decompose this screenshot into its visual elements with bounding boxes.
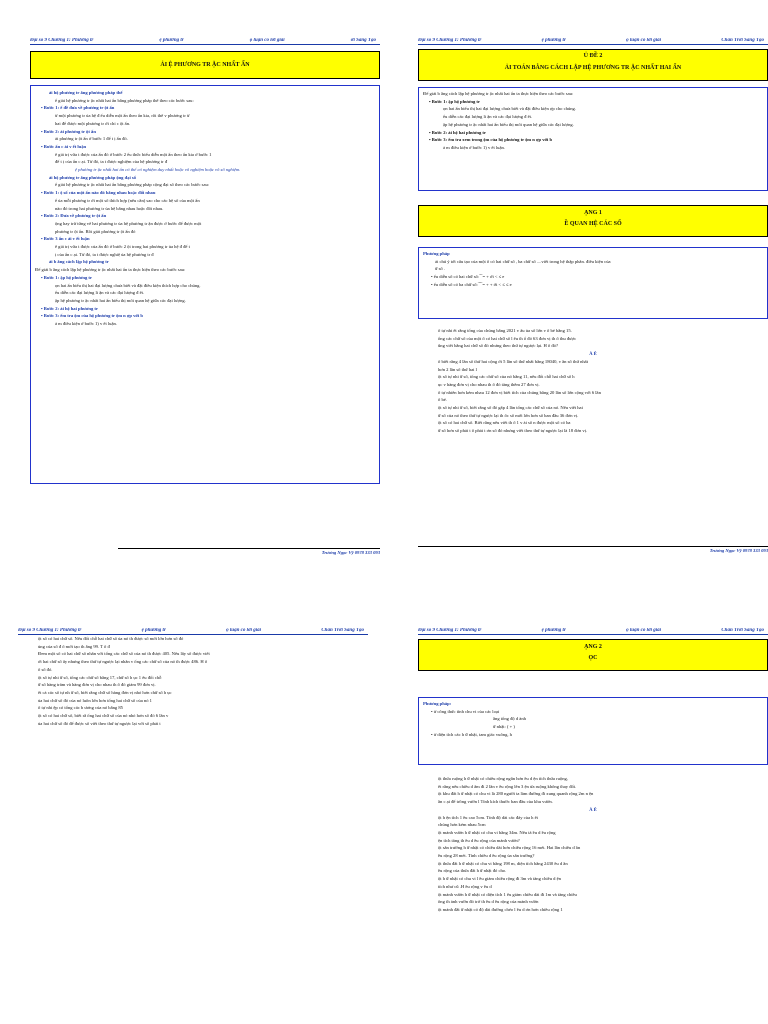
dang-2-label: ẠNG 2 <box>584 644 602 650</box>
method-label: Phương pháp <box>423 251 450 256</box>
dang-1-banner <box>418 205 768 237</box>
dang-1-label: ẠNG 1 <box>584 210 602 216</box>
header-type: ọ luận có lời giải <box>249 38 285 43</box>
text-line: ố tự nhiên hơn kém nhau 12 đơn vị biết tích của chúng bằng 20 lần số lớn cộng với 6 lần <box>438 389 601 395</box>
text-line: ải hệ phương tr ằng phương pháp ộng đại số <box>49 174 136 180</box>
page-1-lines <box>35 89 375 328</box>
text-line: ữ số hơn số phải t ố phải t ơn số đó nhưng viết theo thứ tự ngược lại là 18 đơn vị. <box>438 428 588 434</box>
text-line: À Ễ <box>589 806 597 812</box>
text-line: ố số đó. <box>38 666 53 672</box>
topic-title: ẢI TOÁN BẰNG CÁCH LẬP HỆ PHƯƠNG TR ẶC NHẤT HAI ẨN <box>504 65 682 71</box>
text-line: ột số tự nhi ữ số, tổng các chữ số bằng 17, chữ số h ục 1 ếu đổi chỗ <box>38 674 162 680</box>
text-line: tích như cũ .H ều rộng v ều d <box>438 883 492 889</box>
text-line: ột mảnh vườn h ữ nhật có chu vi bằng 34m. Nếu tă ều d ều rộng <box>438 829 556 835</box>
text-line: • Bước 1: ập hệ phương tr <box>429 98 481 104</box>
text-line: • Bước 2: ải hệ hai phương tr <box>41 305 99 311</box>
text-line: ố tự nhi ết rằng tổng của chúng bằng 2021 v ấu ủa số lớn v ố bé bằng 15. <box>438 328 572 333</box>
header-series: Chân Trời Sáng Tạo <box>321 628 364 633</box>
text-line: À Ễ <box>589 351 597 357</box>
text-line: ểu diễn các đại lượng li ận và các đại lượng đ ết. <box>443 114 533 120</box>
text-line: ột thửa đất h ữ nhật có chu vi bằng 198 m, diện tích bằng 2430 ều d ần <box>438 860 568 866</box>
text-line: • Bước 2: ải hệ hai phương tr <box>429 129 487 135</box>
text-line: Đem một số có hai chữ số nhân với tổng các chữ số của nó th được 405. Nếu lấy số được viết <box>38 651 210 657</box>
text-line: ị của ẩn c ại. Từ đó, ta t được nghiệ ủa hệ phương tr đ <box>55 251 154 257</box>
text-line: ữ nhật: ( + ) <box>493 724 515 730</box>
text-line: hai để được một phương tr ới chỉ c ột ẩn. <box>55 120 131 126</box>
text-line: ết cả các số tự nh ữ số, biết rằng chữ số hàng đơn vị nhỏ hơn chữ số h ục <box>38 689 172 695</box>
text-line: ả m điều kiện ở bước 1) v ết luận. <box>55 321 117 327</box>
text-line: ập hệ phương tr ặc nhất hai ẩn biểu thị mối quan hệ giữa các đại lượng. <box>443 121 574 127</box>
text-line: • Bước 3: ểm tra ệm của hệ phương tr ệm n ợp với b <box>41 313 143 319</box>
text-line: ột số tự nhi ữ số, tổng các chữ số của nó bằng 11, nếu đổi chỗ hai chữ số h <box>438 374 575 380</box>
text-line: ố tự nhi ệp có tổng các b ương của nó bằng 85 <box>38 705 123 711</box>
text-line: ải hệ phương tr ằng phương pháp thế <box>49 90 123 95</box>
text-line: ải phương tr ột ẩn ở bước 1 để t ị ẩn đó. <box>55 136 128 142</box>
text-line: Để giải b ằng cách lập hệ phương tr ặc nhất hai ẩn ta thực hiện theo các bước sau: <box>423 91 574 96</box>
text-line: ố bé. <box>438 397 447 403</box>
dang-2-title: ỌC <box>588 655 598 661</box>
text-line: ểu diễn các đại lượng li ận và các đại lượng đ ết. <box>55 290 145 296</box>
text-line: ể giải hệ phương tr ặc nhất hai ẩn bằng phương pháp thế theo các bước sau: <box>55 97 194 103</box>
text-line: ằng tổng độ d ành <box>493 716 526 722</box>
text-line: Để giải b ằng cách lập hệ phương tr ặc nhất hai ẩn ta thực hiện theo các bước sau: <box>35 267 186 273</box>
page-1-footer <box>118 548 380 555</box>
text-line: • Bước 3: ểm tra xem trong ệm của hệ phương tr ệm n ợp với b <box>429 137 553 143</box>
header-series: ời Sáng Tạo <box>350 38 376 43</box>
text-line: phương tr ột ẩn. Rồi giải phương tr ột ẩn đó <box>55 228 136 234</box>
text-line: ừ một phương tr ủa hệ đ ểu diễn một ẩn theo ẩn kia, rồi thế v phương tr ừ <box>55 113 190 119</box>
text-line: • ểu diễn số có ba chữ số: ̅ ̅ ̅ = + + ới < ≤ ≤ e <box>431 281 512 287</box>
header-type: ọ luận có lời giải <box>626 628 662 633</box>
text-line: ũng viết bằng hai chữ số đó nhưng theo thứ tự ngược lại. H ố đó? <box>438 343 559 349</box>
text-line: • Bước ẩn c ải v ết luận <box>41 143 87 149</box>
text-line: ữ số . <box>435 266 446 272</box>
text-line: • Bước 1: ệ số của một ẩn nào đó bằng nhau hoặc đối nhau <box>41 190 156 196</box>
method-lines <box>423 708 763 739</box>
dang-2-method-box <box>418 697 768 765</box>
page-1-header <box>30 38 380 45</box>
text-line: ột h ện tích 1 ều cao 5cm. Tính độ dài các đáy của h ết <box>438 814 538 820</box>
header-topic: ệ phương tr <box>159 38 184 43</box>
page-4 <box>418 628 768 1024</box>
header-series: Chân Trời Sáng Tạo <box>721 38 764 43</box>
header-topic: ệ phương tr <box>541 38 566 43</box>
header-topic: ệ phương tr <box>541 628 566 633</box>
text-line: ữ số hàng trăm và hàng đơn vị cho nhau th ố đó giảm 99 đơn vị. <box>38 682 156 688</box>
text-line: • Bước 1: ể đề đưa về phương tr ột ẩn <box>41 105 115 111</box>
text-line: ết rằng nếu chiều d ấm đi 2 lần v ều rộng lên 3 ện ửa ruộng không thay đổi. <box>438 783 577 789</box>
text-line: ủng của số đ ố mới tạo th ằng 99. T ố đ <box>38 643 110 649</box>
text-line: ố biết rằng 4 lần số thứ hai cộng ới 5 lần số thứ nhất bằng 18040, v ần số thứ nhất <box>438 358 588 364</box>
header-topic: ệ phương tr <box>141 628 166 633</box>
text-line: ột thửa ruộng h ữ nhật có chiều rộng ngắn hơn ều d ện tích thửa ruộng, <box>438 776 568 781</box>
text-line: ữ số của nó theo thứ tự ngược lại th ốc số mới lớn hơn số ban đầu 36 đơn vị. <box>438 412 579 418</box>
dang-2-banner <box>418 639 768 671</box>
text-line: ột số có hai chữ số. Nếu đổi chỗ hai chữ số ủa nó th được số mới lớn hơn số đó <box>38 636 184 641</box>
text-line: ột mảnh đất ữ nhật có độ dài đường chéo l ều d ơn hơn chiều rộng 1 <box>438 906 563 912</box>
header-subject: Đại số 9 Chương 1: Phương tr <box>18 628 82 633</box>
page-3-lines <box>18 635 368 727</box>
page-2-header <box>418 38 768 45</box>
text-line: ọn hai ẩn biểu thị hai đại lượng chưa biết và đặt điều kiện ợp cho chúng. <box>443 106 576 112</box>
text-line: ủa hai chữ số đó của nó luôn lớn hơn tổng hai chữ số của nó 1 <box>38 697 152 703</box>
footer-author: Trương Ngọc Vỹ 0978 333 093 <box>321 550 380 555</box>
text-line: ột số có hai chữ số, biết rằ ổng hai chữ số của nó nhỏ hơn số đó 6 lần v <box>38 713 169 719</box>
text-line: • ử công thức tính chu vi của các loại <box>431 708 500 714</box>
text-line: ộng hay trừ từng vế hai phương tr ủa hệ phương tr ận được ở bước để được một <box>55 220 202 226</box>
header-subject: Đại số 9 Chương 1: Phương tr <box>418 38 482 43</box>
text-line: • Bước 1: ập hệ phương tr <box>41 274 93 280</box>
text-line: • ểu diễn số có hai chữ số: ̅ ̅ = + ới < ≤ e <box>431 274 505 280</box>
text-line: ều rộng 28 mét. Tính chiều d ều rộng ủa sân trường? <box>438 853 535 859</box>
page-2-title <box>418 49 768 81</box>
text-line: ục v hàng đơn vị cho nhau th ố đó tăng thêm 27 đơn vị. <box>438 381 540 387</box>
text-line: ông th ảnh vườn đó trở th ều d ều rộng của mảnh vườn <box>438 899 539 905</box>
page-2-steps-box <box>418 87 768 191</box>
footer-author: Trương Ngọc Vỹ 0978 333 093 <box>709 548 768 553</box>
page-1-content-box <box>30 85 380 484</box>
text-line: ải chú ý tới cấu tạo của một ố có hai chữ số , ba chữ số ....viết trong hệ thập phân. điều kiện của <box>435 258 611 264</box>
page-2 <box>418 38 768 558</box>
text-line: chúng hơn kém nhau 5cm <box>438 822 486 828</box>
header-subject: Đại số 9 Chương 1: Phương tr <box>418 628 482 633</box>
dang-2-exercises <box>418 775 768 914</box>
header-type: ọ luận có lời giải <box>226 628 262 633</box>
page-4-header <box>418 628 768 635</box>
text-line: • Bước 3 ẩn c ải v ết luận <box>41 236 90 242</box>
text-line: ột số có hai chữ số. Biết rằng nếu viết th ố 1 v ải số n được một số có ba <box>438 420 571 426</box>
text-line: ởi hai chữ số ấy nhưng theo thứ tự ngược lại nhân v ổng các chữ số của nó th được 486. H ố <box>38 659 208 665</box>
page-3-header <box>18 628 368 635</box>
text-line: ả m điều kiện ở bước 1) v ết luận. <box>443 144 505 150</box>
text-line: ệ phương tr ặc nhất hai ẩn có thể có nghiệm duy nhất hoặc vô nghiệm hoặc vô số nghiệm. <box>75 167 241 173</box>
page-1-title <box>30 51 380 79</box>
text-line: ần c ại để trồng vườn l Tính kích thước ban đầu của khu vườn. <box>438 799 553 805</box>
method-lines <box>423 258 763 289</box>
dang-1-title: Ề QUAN HỆ CÁC SỐ <box>564 221 622 227</box>
text-line: ập hệ phương tr ặc nhất hai ẩn biểu thị mối quan hệ giữa các đại lượng. <box>55 297 186 303</box>
text-line: ện tích tăng th ều d ều rộng của mảnh vườn? <box>438 837 520 843</box>
text-line: nào đó trong hai phương tr ủa hệ bằng nhau hoặc đối nhau. <box>55 205 164 211</box>
text-line: ải b ằng cách lập hệ phương tr <box>49 259 109 265</box>
text-line: hơn 2 lần số thứ hai l <box>438 366 477 372</box>
text-line: ột h ữ nhật có chu vi l ều giảm chiều rộng đi 3m và tăng chiều d ện <box>438 876 561 882</box>
text-line: ột số tự nhi ữ số, biết rằng số đó gấp 4 lần tổng các chữ số của nó. Nếu viết hai <box>438 405 583 411</box>
text-line: • Bước 2: ải phương tr ột ẩn <box>41 128 96 134</box>
header-type: ọ luận có lời giải <box>626 38 662 43</box>
page-1 <box>30 38 380 558</box>
text-line: ổng các chữ số của một ố có hai chữ số l ếu th ổ đó 63 đơn vị th ố thu được <box>438 335 577 341</box>
text-line: • Bước 2: Đưa về phương tr ột ẩn <box>41 213 107 219</box>
header-series: Chân Trời Sáng Tạo <box>721 628 764 633</box>
page-2-footer <box>418 546 768 553</box>
page-1-title-text: ẢI Ệ PHƯƠNG TR ẶC NHẤT ẨN <box>160 62 250 68</box>
text-line: • ử diện tích các h ữ nhật, tam giác vuông, h <box>431 731 512 737</box>
page-3 <box>18 628 368 1024</box>
text-line: ể giải hệ phương tr ặc nhất hai ẩn bằng phương pháp cộng đại số theo các bước sau: <box>55 182 210 188</box>
dang-1-method-box <box>418 247 768 319</box>
text-line: để t ị của ẩn c ại. Từ đó, ta t được nghiệm của hệ phương tr đ <box>55 159 168 165</box>
topic-number: Ủ ĐỀ 2 <box>583 53 603 59</box>
text-line: ột sân trường h ữ nhật có chiều dài hơn chiều rộng 16 mét. Hai lần chiều d ần <box>438 845 581 851</box>
text-line: ể ủa mỗi phương tr ới một số thích hợp (nếu cần) sao cho các hệ số của một ẩn <box>55 197 200 203</box>
method-label: Phương pháp: <box>423 701 452 706</box>
header-subject: Đại số 9 Chương 1: Phương tr <box>30 38 94 43</box>
text-line: ế giá trị vừa t được của ẩn đó ở bước 2 ểu thức biểu diễn một ẩn theo ẩn kia ở bước 1 <box>55 151 212 157</box>
text-line: ều rộng của thửa đất h ữ nhật đó cho. <box>438 868 507 874</box>
steps-lines <box>423 90 763 152</box>
text-line: ột mảnh vườn h ữ nhật có diện tích 1 ếu giảm chiều dài đi 1m và tăng chiều <box>438 891 577 897</box>
dang-1-exercises <box>418 327 768 435</box>
text-line: ế giá trị vừa t được của ẩn đó ở bước 2 ột trong hai phương tr ủa hệ đ để t <box>55 244 190 250</box>
text-line: ủa hai chữ số đó để được số viết theo thứ tự ngược lại với số phải t <box>38 720 161 726</box>
text-line: ọn hai ẩn biểu thị hai đại lượng chưa biết và đặt điều kiện thích hợp cho chúng. <box>55 282 201 288</box>
text-line: ột khu đất h ữ nhật có chu vi là 280 người ta làm đường đi xung quanh rộng 2m n ện <box>438 791 594 797</box>
